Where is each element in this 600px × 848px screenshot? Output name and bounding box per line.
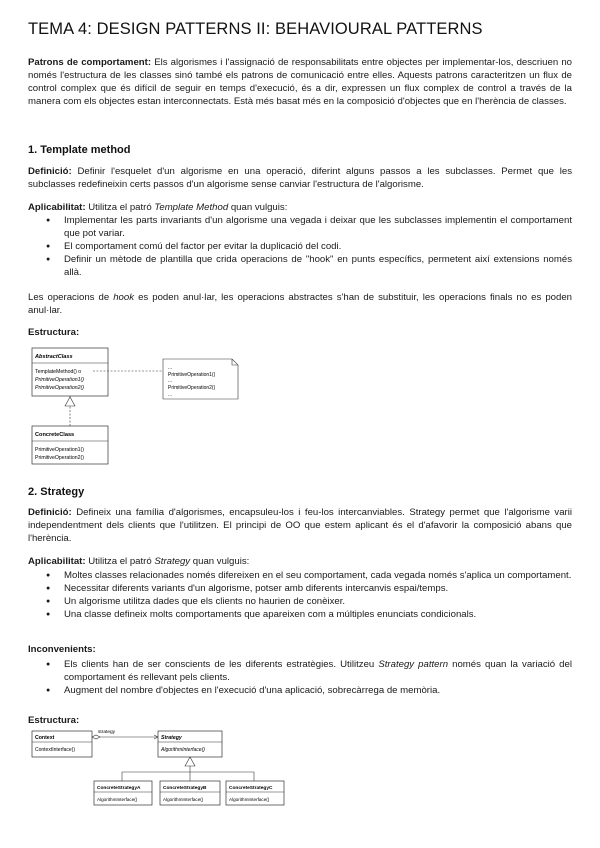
strategy-structure-label: Estructura: — [28, 715, 80, 726]
abstract-op-3: PrimitiveOperation2() — [35, 385, 85, 391]
hook-em: hook — [113, 292, 135, 303]
list-item: ● Un algorisme utilitza dades que els clients no haurien de conèixer. — [28, 595, 572, 608]
inc-1-post: només quan la variació del comportament és rellevant pels clients. — [64, 659, 572, 684]
list-item: ● Definir un mètode de plantilla que crida operacions de "hook" en punts específics, permetent així extensions només allà. — [28, 253, 572, 279]
concrete-strategy-b-name: ConcreteStrategyB — [163, 786, 207, 791]
inc-1-pre: Els clients han de ser conscients de les diferents estratègies. Utilitzeu — [64, 659, 375, 670]
abstract-op-2: PrimitiveOperation1() — [35, 377, 85, 383]
note-line: PrimitiveOperation2() — [168, 385, 216, 391]
template-structure-label: Estructura: — [28, 327, 80, 338]
intro-label: Patrons de comportament: — [28, 57, 152, 68]
concrete-class-name: ConcreteClass — [35, 432, 75, 438]
template-def-label: Definició: — [28, 166, 72, 177]
strategy-def-text: Defineix una família d'algorismes, encapsuleu-los i feu-los intercanviables. Strategy permet que l'algorisme varii independentment dels clients que l'utilitzen. El principi de OO que estem aplicant és el d'afavorir la composició abans que l'herència. — [28, 507, 572, 545]
note-line: PrimitiveOperation1() — [168, 372, 216, 378]
concrete-strategy-c-op: AlgorithmInterface() — [229, 797, 270, 802]
inconvenients-label: Inconvenients: — [28, 644, 96, 655]
context-name: Context — [35, 735, 55, 741]
list-item: ● Necessitar diferents variants d'un algorisme, potser amb diferents intercanvis espai/temps. — [28, 582, 572, 595]
list-item: ● Moltes classes relacionades només difereixen en el seu comportament, cada vegada només s'aplica un comportament. — [28, 569, 572, 582]
list-item: ● El comportament comú del factor per evitar la duplicació del codi. — [28, 240, 572, 253]
intro-text: Els algorismes i l'assignació de responsabilitats entre objectes per implementar-los, descriuen no només l'estructura de les classes sinó també els patrons de comunicació entre elles. Aquests patrons caracteritzen un flux de control complex que és difícil de seguir en temps d'execució, és a dir, expressen un flux complex de control a través de la manera com els objectes estan interconnectats. Està més basat més en la composició d'objectes que en l'herència de classes. — [28, 57, 572, 108]
hook-post: es poden anul·lar, les operacions abstractes s'han de substituir, les operacions finals no es poden anul·lar. — [28, 292, 572, 317]
concrete-strategy-c-name: ConcreteStrategyC — [229, 786, 273, 791]
concrete-op-1: PrimitiveOperation1() — [35, 447, 85, 453]
note-line: ... — [168, 392, 173, 398]
concrete-op-2: PrimitiveOperation2() — [35, 455, 85, 461]
strategy-def-label: Definició: — [28, 507, 72, 518]
strategy-name: Strategy — [161, 735, 182, 741]
template-app-label: Aplicabilitat: — [28, 202, 86, 213]
page-title: TEMA 4: DESIGN PATTERNS II: BEHAVIOURAL PATTERNS — [28, 20, 483, 38]
concrete-strategy-a-name: ConcreteStrategyA — [97, 786, 141, 791]
list-item: ● Augment del nombre d'objectes en l'execució d'una aplicació, sobrecàrrega de memòria. — [28, 684, 572, 697]
strategy-app-post: quan vulguis: — [192, 556, 250, 567]
abstract-class-name: AbstractClass — [35, 354, 73, 360]
concrete-strategy-b-op: AlgorithmInterface() — [163, 797, 204, 802]
strategy-app-em: Strategy — [154, 556, 191, 567]
list-item: ● Una classe defineix molts comportaments que apareixen com a múltiples enunciats condicionals. — [28, 608, 572, 621]
strategy-inheritance-arrowhead — [185, 757, 195, 766]
note-line: ... — [168, 378, 173, 384]
hook-pre: Les operacions de — [28, 292, 110, 303]
template-app-pre: Utilitza el patró — [88, 202, 152, 213]
abstract-op-1: TemplateMethod() o — [35, 369, 82, 375]
inc-1-em: Strategy pattern — [378, 659, 449, 670]
strategy-op: AlgorithmInterface() — [161, 747, 205, 753]
concrete-strategy-a-op: AlgorithmInterface() — [97, 797, 138, 802]
strategy-app-label: Aplicabilitat: — [28, 556, 86, 567]
assoc-label: strategy — [98, 730, 116, 735]
template-method-heading: 1. Template method — [28, 144, 131, 156]
strategy-heading: 2. Strategy — [28, 486, 85, 498]
list-item: ● Implementar les parts invariants d'un algorisme una vegada i deixar que les subclasses implementin el comportament que pot variar. — [28, 214, 572, 240]
strategy-app-pre: Utilitza el patró — [88, 556, 152, 567]
template-app-post: quan vulguis: — [230, 202, 288, 213]
context-op: ContextInterface() — [35, 747, 76, 753]
template-app-em: Template Method — [154, 202, 229, 213]
template-def-text: Definir l'esquelet d'un algorisme en una operació, diferint alguns passos a les subclasses. Permet que les subclasses redefineixin certs passos d'un algorisme sense canviar l'estructura de l'algorisme. — [28, 166, 573, 191]
note-line: ... — [168, 365, 173, 371]
